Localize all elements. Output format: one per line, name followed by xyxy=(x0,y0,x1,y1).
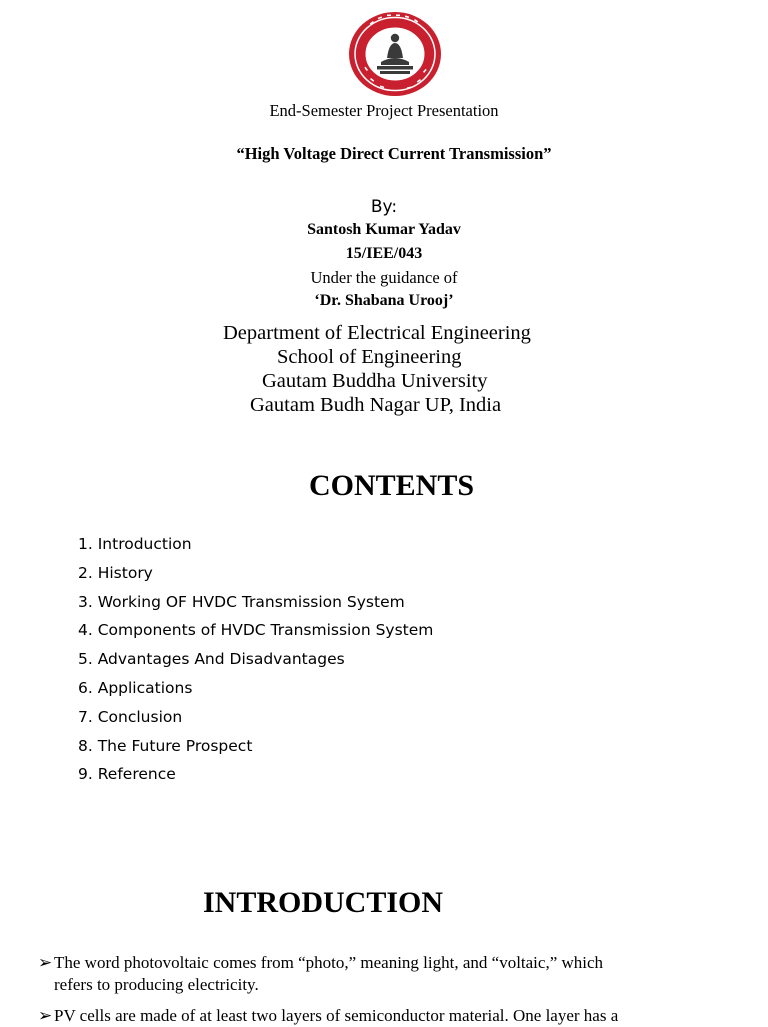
university-logo xyxy=(347,10,443,98)
contents-item: 9. Reference xyxy=(78,765,176,784)
contents-item: 6. Applications xyxy=(78,678,193,697)
author-name: Santosh Kumar Yadav xyxy=(307,221,461,238)
introduction-heading: INTRODUCTION xyxy=(203,886,444,919)
roll-number: 15/IEE/043 xyxy=(345,245,423,262)
by-label: By: xyxy=(370,197,398,217)
guide-name: ‘Dr. Shabana Urooj’ xyxy=(314,292,454,309)
guidance-label: Under the guidance of xyxy=(310,268,458,287)
university-location: Gautam Budh Nagar UP, India xyxy=(250,394,502,416)
contents-item: 5. Advantages And Disadvantages xyxy=(78,650,345,669)
intro-bullet-text: PV cells are made of at least two layers of semiconductor material. One layer has a xyxy=(54,1006,619,1025)
contents-item: 7. Conclusion xyxy=(78,707,183,726)
arrow-bullet-icon: ➢ xyxy=(38,1006,53,1025)
intro-bullet-text: refers to producing electricity. xyxy=(54,975,259,994)
school-name: School of Engineering xyxy=(277,346,462,368)
contents-item: 8. The Future Prospect xyxy=(78,736,253,755)
university-name: Gautam Buddha University xyxy=(262,370,488,392)
contents-item: 1. Introduction xyxy=(78,535,192,553)
arrow-bullet-icon: ➢ xyxy=(38,953,53,972)
contents-item: 4. Components of HVDC Transmission System xyxy=(78,621,434,640)
contents-heading: CONTENTS xyxy=(309,469,475,502)
presentation-subtitle: End-Semester Project Presentation xyxy=(269,101,499,120)
contents-item: 3. Working OF HVDC Transmission System xyxy=(78,592,405,611)
department-name: Department of Electrical Engineering xyxy=(223,322,531,344)
contents-item: 2. History xyxy=(78,563,153,582)
intro-bullet-text: The word photovoltaic comes from “photo,” meaning light, and “voltaic,” which xyxy=(54,953,604,972)
intro-bullet xyxy=(38,952,738,996)
contents-list xyxy=(78,534,433,793)
project-title: “High Voltage Direct Current Transmission” xyxy=(236,144,552,163)
